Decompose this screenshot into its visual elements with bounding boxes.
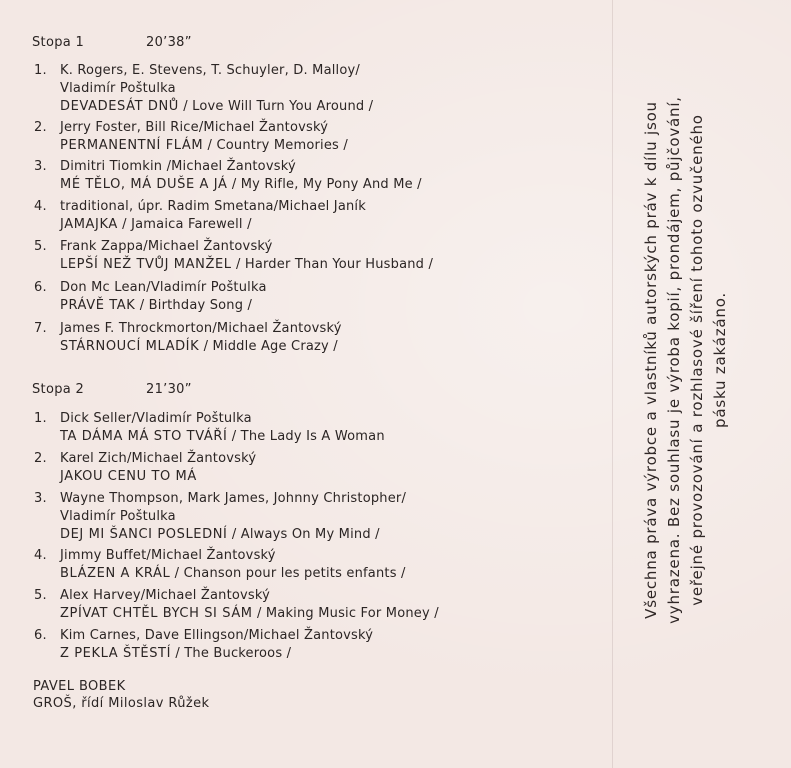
track-title: TA DÁMA MÁ STO TVÁŘÍ bbox=[60, 429, 228, 444]
track-original-title: / Always On My Mind / bbox=[227, 527, 380, 542]
side1-label: Stopa 1 bbox=[32, 35, 85, 50]
track-credit: Don Mc Lean/Vladimír Poštulka bbox=[60, 280, 267, 295]
track-credit: Jimmy Buffet/Michael Žantovský bbox=[60, 548, 276, 563]
track-credit-2: Vladimír Poštulka bbox=[60, 509, 176, 524]
track-number: 1. bbox=[34, 63, 47, 78]
side2-header bbox=[32, 382, 192, 397]
track-number: 2. bbox=[34, 451, 47, 466]
track-title: ZPÍVAT CHTĚL BYCH SI SÁM bbox=[60, 606, 253, 621]
band-credit: GROŠ, řídí Miloslav Růžek bbox=[33, 696, 210, 711]
fold-line bbox=[612, 0, 613, 768]
track-number: 5. bbox=[34, 239, 47, 254]
track-credit: Karel Zich/Michael Žantovský bbox=[60, 451, 257, 466]
track-original-title: / Birthday Song / bbox=[135, 298, 253, 313]
track-number: 3. bbox=[34, 491, 47, 506]
track-credit: Dick Seller/Vladimír Poštulka bbox=[60, 411, 252, 426]
track-credit: Frank Zappa/Michael Žantovský bbox=[60, 239, 273, 254]
track-credit: Wayne Thompson, Mark James, Johnny Christopher/ bbox=[60, 491, 407, 506]
track-original-title: / Harder Than Your Husband / bbox=[231, 257, 434, 272]
track-number: 1. bbox=[34, 411, 47, 426]
track-title: DEVADESÁT DNŮ bbox=[60, 99, 179, 114]
track-number: 7. bbox=[34, 321, 47, 336]
track-number: 4. bbox=[34, 548, 47, 563]
track-credit: Jerry Foster, Bill Rice/Michael Žantovský bbox=[60, 120, 329, 135]
rights-line-1: Všechna práva výrobce a vlastníků autorských práv k dílu jsou bbox=[642, 101, 660, 619]
track-number: 6. bbox=[34, 280, 47, 295]
track-original-title: / Making Music For Money / bbox=[252, 606, 439, 621]
side1-duration: 20’38” bbox=[146, 35, 192, 50]
track-title: STÁRNOUCÍ MLADÍK bbox=[60, 339, 200, 354]
track-title: JAMAJKA bbox=[60, 217, 118, 232]
track-original-title: / The Lady Is A Woman bbox=[227, 429, 385, 444]
track-original-title: / Country Memories / bbox=[203, 138, 348, 153]
track-number: 5. bbox=[34, 588, 47, 603]
track-credit: Alex Harvey/Michael Žantovský bbox=[60, 588, 271, 603]
track-original-title: / Love Will Turn You Around / bbox=[178, 99, 374, 114]
track-title: PRÁVĚ TAK bbox=[60, 298, 136, 313]
track-original-title: / Jamaica Farewell / bbox=[117, 217, 252, 232]
side2-label: Stopa 2 bbox=[32, 382, 85, 397]
track-credit: traditional, úpr. Radim Smetana/Michael Janík bbox=[60, 199, 366, 214]
rights-line-3: veřejné provozování a rozhlasové šíření tohoto ozvučeného bbox=[688, 114, 706, 606]
track-credit: Kim Carnes, Dave Ellingson/Michael Žantovský bbox=[60, 628, 374, 643]
track-original-title: / The Buckeroos / bbox=[171, 646, 292, 661]
artist-name: PAVEL BOBEK bbox=[33, 679, 126, 694]
side2-duration: 21’30” bbox=[146, 382, 192, 397]
track-credit: James F. Throckmorton/Michael Žantovský bbox=[60, 321, 342, 336]
track-title: LEPŠÍ NEŽ TVŮJ MANŽEL bbox=[60, 257, 232, 272]
side1-header bbox=[32, 35, 192, 50]
track-credit: Dimitri Tiomkin /Michael Žantovský bbox=[60, 159, 296, 174]
track-number: 4. bbox=[34, 199, 47, 214]
track-credit: K. Rogers, E. Stevens, T. Schuyler, D. Malloy/ bbox=[60, 63, 360, 78]
track-number: 6. bbox=[34, 628, 47, 643]
rights-notice bbox=[640, 30, 732, 690]
performer-credits bbox=[33, 678, 209, 712]
rights-line-4: pásku zakázáno. bbox=[711, 292, 729, 428]
track-title: BLÁZEN A KRÁL bbox=[60, 566, 171, 581]
track-original-title: / Chanson pour les petits enfants / bbox=[170, 566, 406, 581]
track-original-title: / Middle Age Crazy / bbox=[199, 339, 338, 354]
track-title: Z PEKLA ŠTĚSTÍ bbox=[60, 646, 172, 661]
rights-line-2: vyhrazena. Bez souhlasu je výroba kopií, prondájem, půjčování, bbox=[665, 96, 683, 624]
track-number: 2. bbox=[34, 120, 47, 135]
track-title: JAKOU CENU TO MÁ bbox=[60, 469, 197, 484]
track-title: DEJ MI ŠANCI POSLEDNÍ bbox=[60, 527, 228, 542]
track-title: PERMANENTNÍ FLÁM bbox=[60, 138, 204, 153]
track-title: MÉ TĚLO, MÁ DUŠE A JÁ bbox=[60, 177, 228, 192]
track-credit-2: Vladimír Poštulka bbox=[60, 81, 176, 96]
track-original-title: / My Rifle, My Pony And Me / bbox=[227, 177, 422, 192]
track-number: 3. bbox=[34, 159, 47, 174]
